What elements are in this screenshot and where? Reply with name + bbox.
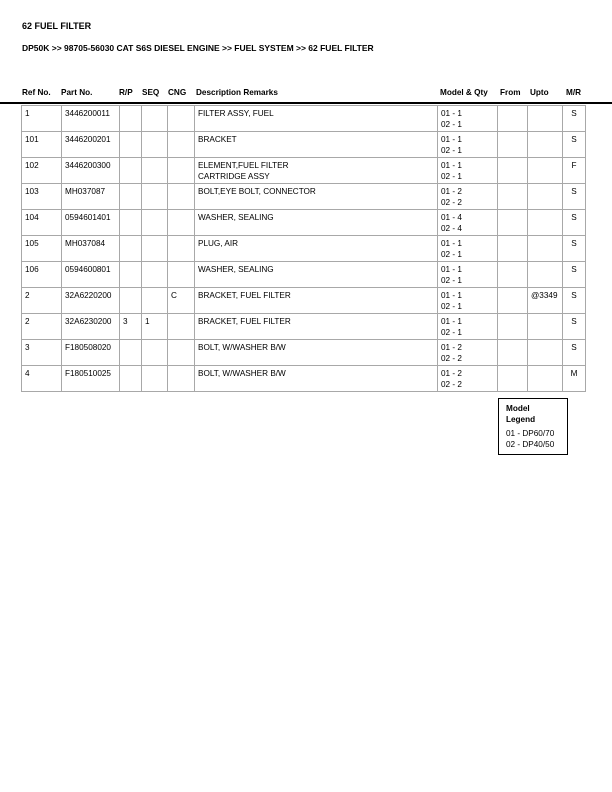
mr-cell: S — [563, 314, 586, 340]
rp-cell — [120, 288, 142, 314]
rp-cell — [120, 366, 142, 392]
model-qty-cell — [438, 288, 498, 314]
column-header-mr: M/R — [566, 88, 582, 97]
seq-cell — [142, 184, 168, 210]
cng-cell — [168, 158, 195, 184]
model-qty-cell-line: 02 - 1 — [441, 119, 462, 129]
ref-no-cell: 105 — [22, 236, 62, 262]
table-row — [22, 262, 586, 288]
model-qty-cell-line: 01 - 2 — [441, 369, 462, 378]
model-qty-cell-line: 02 - 2 — [441, 379, 462, 389]
cng-cell — [168, 132, 195, 158]
model-qty-cell — [438, 236, 498, 262]
description-cell — [195, 106, 438, 132]
ref-no-cell: 104 — [22, 210, 62, 236]
model-qty-cell-line: 02 - 1 — [441, 275, 462, 285]
from-cell — [498, 288, 528, 314]
column-header-cng: CNG — [168, 88, 187, 97]
table-row — [22, 340, 586, 366]
table-row — [22, 366, 586, 392]
rp-cell — [120, 184, 142, 210]
model-qty-cell-line: 02 - 1 — [441, 171, 462, 181]
model-qty-cell — [438, 262, 498, 288]
description-cell — [195, 210, 438, 236]
model-qty-cell-line: 01 - 1 — [441, 317, 462, 326]
model-qty-cell-line: 02 - 1 — [441, 301, 462, 311]
header-divider — [0, 102, 612, 104]
description-cell-line: ELEMENT,FUEL FILTER — [198, 161, 289, 170]
seq-cell — [142, 236, 168, 262]
table-row — [22, 210, 586, 236]
from-cell — [498, 262, 528, 288]
description-cell-line: WASHER, SEALING — [198, 213, 274, 222]
model-qty-cell-line: 01 - 1 — [441, 135, 462, 144]
description-cell — [195, 236, 438, 262]
table-row — [22, 184, 586, 210]
rp-cell — [120, 262, 142, 288]
column-header-upto: Upto — [530, 88, 549, 97]
ref-no-cell: 101 — [22, 132, 62, 158]
part-no-cell: MH037084 — [62, 236, 120, 262]
ref-no-cell: 3 — [22, 340, 62, 366]
description-cell — [195, 262, 438, 288]
upto-cell — [528, 262, 563, 288]
part-no-cell: 3446200300 — [62, 158, 120, 184]
upto-cell: @3349 — [528, 288, 563, 314]
ref-no-cell: 1 — [22, 106, 62, 132]
part-no-cell: 0594601401 — [62, 210, 120, 236]
model-qty-cell-line: 02 - 1 — [441, 327, 462, 337]
model-qty-cell-line: 01 - 1 — [441, 109, 462, 118]
table-row — [22, 132, 586, 158]
column-header-description: Description Remarks — [196, 88, 278, 97]
column-header-rp: R/P — [119, 88, 133, 97]
mr-cell: S — [563, 210, 586, 236]
table-row — [22, 288, 586, 314]
mr-cell: M — [563, 366, 586, 392]
ref-no-cell: 102 — [22, 158, 62, 184]
from-cell — [498, 236, 528, 262]
description-cell — [195, 366, 438, 392]
model-qty-cell — [438, 314, 498, 340]
cng-cell — [168, 184, 195, 210]
cng-cell — [168, 210, 195, 236]
from-cell — [498, 210, 528, 236]
part-no-cell: MH037087 — [62, 184, 120, 210]
cng-cell: C — [168, 288, 195, 314]
rp-cell — [120, 340, 142, 366]
description-cell — [195, 184, 438, 210]
description-cell-line: BRACKET, FUEL FILTER — [198, 317, 291, 326]
mr-cell: S — [563, 288, 586, 314]
part-no-cell: F180508020 — [62, 340, 120, 366]
ref-no-cell: 2 — [22, 314, 62, 340]
description-cell-line: BRACKET, FUEL FILTER — [198, 291, 291, 300]
description-cell — [195, 314, 438, 340]
description-cell-line: BOLT,EYE BOLT, CONNECTOR — [198, 187, 316, 196]
from-cell — [498, 366, 528, 392]
upto-cell — [528, 314, 563, 340]
model-qty-cell — [438, 184, 498, 210]
description-cell — [195, 340, 438, 366]
cng-cell — [168, 236, 195, 262]
from-cell — [498, 132, 528, 158]
model-qty-cell-line: 01 - 2 — [441, 343, 462, 352]
ref-no-cell: 106 — [22, 262, 62, 288]
model-qty-cell-line: 01 - 2 — [441, 187, 462, 196]
part-no-cell: 3446200201 — [62, 132, 120, 158]
model-qty-cell — [438, 366, 498, 392]
seq-cell — [142, 262, 168, 288]
mr-cell: S — [563, 184, 586, 210]
rp-cell — [120, 132, 142, 158]
model-qty-cell — [438, 210, 498, 236]
mr-cell: S — [563, 236, 586, 262]
ref-no-cell: 103 — [22, 184, 62, 210]
breadcrumb: DP50K >> 98705-56030 CAT S6S DIESEL ENGINE >> FUEL SYSTEM >> 62 FUEL FILTER — [22, 43, 374, 53]
mr-cell: S — [563, 132, 586, 158]
mr-cell: S — [563, 106, 586, 132]
seq-cell — [142, 366, 168, 392]
model-qty-cell-line: 02 - 1 — [441, 249, 462, 259]
upto-cell — [528, 106, 563, 132]
rp-cell — [120, 210, 142, 236]
part-no-cell: F180510025 — [62, 366, 120, 392]
legend-title: Model Legend — [506, 404, 536, 424]
upto-cell — [528, 236, 563, 262]
description-cell — [195, 288, 438, 314]
cng-cell — [168, 314, 195, 340]
rp-cell: 3 — [120, 314, 142, 340]
description-cell-line: BOLT, W/WASHER B/W — [198, 343, 286, 352]
ref-no-cell: 4 — [22, 366, 62, 392]
model-qty-cell-line: 01 - 1 — [441, 161, 462, 170]
upto-cell — [528, 158, 563, 184]
model-qty-cell-line: 02 - 4 — [441, 223, 462, 233]
table-row — [22, 106, 586, 132]
table-row — [22, 158, 586, 184]
model-qty-cell — [438, 340, 498, 366]
description-cell — [195, 132, 438, 158]
rp-cell — [120, 236, 142, 262]
model-qty-cell — [438, 158, 498, 184]
column-header-model-qty: Model & Qty — [440, 88, 488, 97]
description-cell-line: WASHER, SEALING — [198, 265, 274, 274]
model-legend — [498, 398, 568, 455]
description-cell-line: FILTER ASSY, FUEL — [198, 109, 274, 118]
model-qty-cell — [438, 132, 498, 158]
model-qty-cell-line: 01 - 1 — [441, 265, 462, 274]
description-cell-line: PLUG, AIR — [198, 239, 239, 248]
description-cell-line: BOLT, W/WASHER B/W — [198, 369, 286, 378]
seq-cell — [142, 210, 168, 236]
mr-cell: S — [563, 340, 586, 366]
column-header-seq: SEQ — [142, 88, 160, 97]
description-cell-line: CARTRIDGE ASSY — [198, 171, 270, 181]
mr-cell: F — [563, 158, 586, 184]
model-qty-cell — [438, 106, 498, 132]
cng-cell — [168, 106, 195, 132]
seq-cell — [142, 340, 168, 366]
seq-cell — [142, 132, 168, 158]
parts-table — [21, 105, 586, 392]
seq-cell: 1 — [142, 314, 168, 340]
seq-cell — [142, 106, 168, 132]
model-qty-cell-line: 01 - 1 — [441, 291, 462, 300]
from-cell — [498, 184, 528, 210]
seq-cell — [142, 158, 168, 184]
part-no-cell: 32A6220200 — [62, 288, 120, 314]
from-cell — [498, 340, 528, 366]
page-title: 62 FUEL FILTER — [22, 21, 92, 31]
from-cell — [498, 314, 528, 340]
table-row — [22, 314, 586, 340]
column-header-from: From — [500, 88, 521, 97]
upto-cell — [528, 340, 563, 366]
upto-cell — [528, 184, 563, 210]
cng-cell — [168, 262, 195, 288]
model-qty-cell-line: 02 - 1 — [441, 145, 462, 155]
description-cell — [195, 158, 438, 184]
column-header-ref-no: Ref No. — [22, 88, 51, 97]
cng-cell — [168, 366, 195, 392]
upto-cell — [528, 132, 563, 158]
legend-item: 02 - DP40/50 — [506, 440, 555, 449]
model-qty-cell-line: 02 - 2 — [441, 353, 462, 363]
rp-cell — [120, 158, 142, 184]
model-qty-cell-line: 01 - 1 — [441, 239, 462, 248]
table-row — [22, 236, 586, 262]
upto-cell — [528, 210, 563, 236]
from-cell — [498, 106, 528, 132]
description-cell-line: BRACKET — [198, 135, 237, 144]
mr-cell: S — [563, 262, 586, 288]
part-no-cell: 32A6230200 — [62, 314, 120, 340]
seq-cell — [142, 288, 168, 314]
column-header-part-no: Part No. — [61, 88, 93, 97]
rp-cell — [120, 106, 142, 132]
cng-cell — [168, 340, 195, 366]
legend-item: 01 - DP60/70 — [506, 429, 555, 438]
from-cell — [498, 158, 528, 184]
part-no-cell: 0594600801 — [62, 262, 120, 288]
model-qty-cell-line: 01 - 4 — [441, 213, 462, 222]
model-qty-cell-line: 02 - 2 — [441, 197, 462, 207]
ref-no-cell: 2 — [22, 288, 62, 314]
upto-cell — [528, 366, 563, 392]
part-no-cell: 3446200011 — [62, 106, 120, 132]
